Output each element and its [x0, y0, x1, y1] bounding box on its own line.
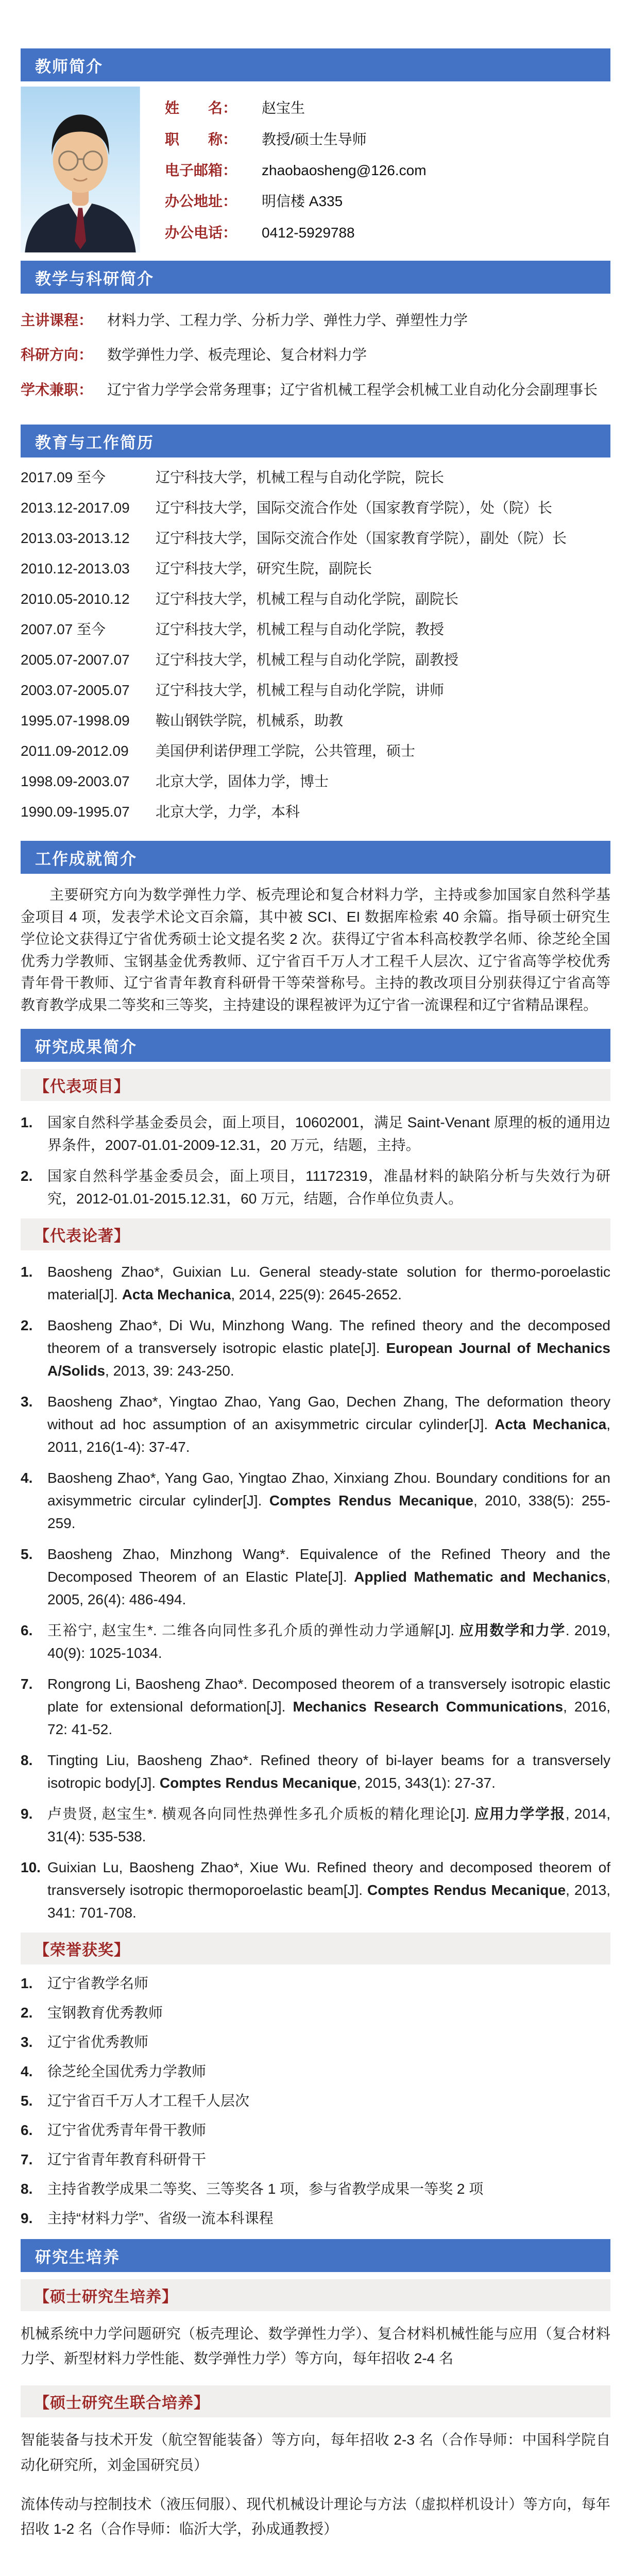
history-row	[21, 530, 610, 547]
item-number: 9.	[21, 2210, 33, 2227]
history-description: 辽宁科技大学，国际交流合作处（国家教育学院），副处（院）长	[156, 530, 567, 547]
history-description: 鞍山钢铁学院，机械系，助教	[156, 713, 344, 729]
section-title: 教学与科研简介	[35, 269, 154, 288]
publication-citation: Baosheng Zhao, Minzhong Wang*. Equivalence of the Refined Theory and the Decomposed Theorem of an Elastic Plate[J]. Applied Mathematic and Mechanics, 2005, 26(4): 486-494.	[47, 1546, 610, 1608]
history-row	[21, 773, 610, 790]
row-label: 学术兼职：	[21, 381, 93, 398]
section-header-education-work	[21, 425, 610, 457]
subsection-title: 【荣誉获奖】	[34, 1942, 130, 1959]
publication-citation: Baosheng Zhao*, Yingtao Zhao, Yang Gao, Dechen Zhang, The deformation theory without ad hoc assumption of an axisymmetric circular cylinder[J]. Acta Mechanica, 2011, 216(1-4): 37-47.	[47, 1394, 611, 1455]
publication-citation: Rongrong Li, Baosheng Zhao*. Decomposed theorem of a transversely isotropic elastic plate for extensional deformation[J]. Mechanics Research Communications, 2016, 72: 41-52.	[47, 1676, 610, 1738]
award-item	[21, 1975, 610, 1992]
publication-item	[21, 1543, 610, 1611]
row-label: 主讲课程：	[21, 312, 93, 328]
publication-citation: Tingting Liu, Baosheng Zhao*. Refined theory of bi-layer beams for a transversely isotropic body[J]. Comptes Rendus Mecanique, 2015, 343(1): 27-37.	[47, 1752, 610, 1791]
subsection-title: 【硕士研究生联合培养】	[34, 2395, 210, 2412]
history-description: 辽宁科技大学，机械工程与自动化学院，院长	[156, 469, 445, 486]
field-label: 电子邮箱：	[165, 162, 237, 178]
award-text: 主持“材料力学”、省级一流本科课程	[47, 2210, 274, 2227]
profile-field-row	[165, 222, 610, 242]
field-label: 职 称：	[165, 131, 237, 147]
history-period: 1990.09-1995.07	[21, 804, 130, 820]
publication-item	[21, 1803, 610, 1848]
award-item	[21, 2180, 610, 2198]
award-text: 宝钢教育优秀教师	[47, 2005, 163, 2021]
award-text: 辽宁省百千万人才工程千人层次	[47, 2093, 250, 2109]
row-value: 数学弹性力学、板壳理论、复合材料力学	[107, 347, 367, 363]
award-item	[21, 2033, 610, 2051]
award-text: 徐芝纶全国优秀力学教师	[47, 2063, 207, 2080]
profile-field-row	[165, 128, 610, 149]
section-title: 教育与工作简历	[35, 433, 154, 452]
subsection-header-projects	[21, 1069, 610, 1101]
award-text: 辽宁省教学名师	[47, 1975, 149, 1992]
history-row	[21, 469, 610, 486]
item-number: 4.	[21, 2063, 33, 2080]
item-number: 6.	[21, 2122, 33, 2139]
award-item	[21, 2004, 610, 2022]
history-row	[21, 621, 610, 638]
awards-list	[21, 1975, 610, 2227]
teacher-photo	[21, 87, 140, 252]
publications-list	[21, 1261, 610, 1924]
labeled-row	[21, 344, 610, 366]
master-training-paragraphs	[21, 2321, 610, 2371]
history-row	[21, 712, 610, 730]
item-number: 7.	[21, 1676, 33, 1692]
history-row	[21, 560, 610, 578]
item-number: 8.	[21, 2181, 33, 2197]
field-value: 教授/硕士生导师	[262, 131, 367, 147]
field-label: 办公电话：	[165, 224, 237, 241]
subsection-header-awards	[21, 1933, 610, 1964]
item-number: 5.	[21, 2093, 33, 2109]
row-value: 辽宁省力学学会常务理事；辽宁省机械工程学会机械工业自动化分会副理事长	[107, 381, 598, 398]
education-work-list	[21, 457, 610, 835]
labeled-row	[21, 309, 610, 331]
publication-citation: Baosheng Zhao*, Guixian Lu. General steady-state solution for thermo-poroelastic material[J]. Acta Mechanica, 2014, 225(9): 2645-2652.	[47, 1264, 610, 1303]
history-row	[21, 742, 610, 760]
history-description: 辽宁科技大学，研究生院，副院长	[156, 561, 372, 577]
history-period: 2003.07-2005.07	[21, 682, 130, 699]
publication-item	[21, 1673, 610, 1741]
item-number: 1.	[21, 1264, 33, 1280]
history-description: 北京大学，固体力学，博士	[156, 773, 329, 790]
history-period: 2013.12-2017.09	[21, 500, 130, 516]
project-item	[21, 1111, 610, 1157]
history-period: 2011.09-2012.09	[21, 743, 129, 759]
award-text: 辽宁省优秀青年骨干教师	[47, 2122, 207, 2139]
history-description: 辽宁科技大学，机械工程与自动化学院，讲师	[156, 682, 445, 699]
item-number: 3.	[21, 1394, 33, 1410]
history-period: 2013.03-2013.12	[21, 530, 130, 547]
subsection-header-publications	[21, 1218, 610, 1250]
history-row	[21, 682, 610, 699]
award-item	[21, 2151, 610, 2168]
history-row	[21, 651, 610, 669]
publication-item	[21, 1261, 610, 1306]
row-value: 材料力学、工程力学、分析力学、弹性力学、弹塑性力学	[107, 312, 468, 328]
teaching-research-rows	[21, 294, 610, 418]
subsection-title: 【代表项目】	[34, 1078, 130, 1096]
publication-citation: Baosheng Zhao*, Di Wu, Minzhong Wang. The refined theory and the decomposed theorem of a transversely isotropic elastic plate[J]. European Journal of Mechanics A/Solids, 2013, 39: 243-250.	[47, 1317, 611, 1379]
publication-item	[21, 1467, 610, 1535]
section-title: 研究成果简介	[35, 1038, 137, 1056]
subsection-header-joint-training	[21, 2385, 610, 2417]
item-number: 2.	[21, 1168, 33, 1184]
award-item	[21, 2210, 610, 2227]
training-paragraph: 智能装备与技术开发（航空智能装备）等方向，每年招收 2-3 名（合作导师：中国科学院自动化研究所，刘金国研究员）	[21, 2432, 610, 2473]
training-paragraph: 流体传动与控制技术（液压伺服）、现代机械设计理论与方法（虚拟样机设计）等方向，每年招收 1-2 名（合作导师：临沂大学，孙成通教授）	[21, 2496, 610, 2537]
item-number: 2.	[21, 2005, 33, 2021]
section-header-teaching-research	[21, 261, 610, 294]
history-description: 辽宁科技大学，机械工程与自动化学院，副院长	[156, 591, 459, 607]
history-description: 美国伊利诺伊理工学院，公共管理，硕士	[156, 743, 416, 759]
achievements-paragraph: 主要研究方向为数学弹性力学、板壳理论和复合材料力学，主持或参加国家自然科学基金项目 4 项，发表学术论文百余篇，其中被 SCI、EI 数据库检索 40 余篇。指导硕士研究生学位论文获得辽宁省优秀硕士论文提名奖 2 次。获得辽宁省本科高校教学名师、徐芝纶全国优秀力学教师、宝钢基金优秀教师、辽宁省百千万人才工程千人层次、辽宁省高等学校优秀青年骨干教师、辽宁省青年教育科研骨干等荣誉称号。主持的教改项目分别获得辽宁省高等教育教学成果二等奖和三等奖，主持建设的课程被评为辽宁省一流课程和辽宁省精品课程。	[21, 887, 610, 1013]
profile-card	[21, 81, 610, 255]
page-title: 教师简介	[35, 57, 103, 76]
item-number: 2.	[21, 1317, 33, 1334]
joint-training-paragraphs	[21, 2428, 610, 2541]
item-number: 6.	[21, 1622, 33, 1639]
field-value: 赵宝生	[262, 100, 305, 116]
history-row	[21, 803, 610, 821]
labeled-row	[21, 379, 610, 401]
award-item	[21, 2122, 610, 2139]
publication-citation: 王裕宁, 赵宝生*. 二维各向同性多孔介质的弹性动力学通解[J]. 应用数学和力学. 2019, 40(9): 1025-1034.	[47, 1622, 610, 1662]
history-period: 2010.05-2010.12	[21, 591, 130, 607]
history-period: 1995.07-1998.09	[21, 713, 130, 729]
section-header-achievements	[21, 841, 610, 874]
section-title: 工作成就简介	[35, 850, 137, 868]
item-number: 9.	[21, 1806, 33, 1822]
section-title: 研究生培养	[35, 2248, 120, 2266]
item-number: 5.	[21, 1546, 33, 1563]
publication-citation: Guixian Lu, Baosheng Zhao*, Xiue Wu. Refined theory and decomposed theorem of transversely isotropic thermoporoelastic beam[J]. Comptes Rendus Mecanique, 2013, 341: 701-708.	[47, 1859, 610, 1921]
training-paragraph: 机械系统中力学问题研究（板壳理论、数学弹性力学）、复合材料机械性能与应用（复合材料力学、新型材料力学性能、数学弹性力学）等方向，每年招收 2-4 名	[21, 2326, 610, 2367]
item-number: 1.	[21, 1114, 33, 1131]
history-period: 2017.09 至今	[21, 469, 106, 486]
publication-item	[21, 1619, 610, 1665]
field-label: 办公地址：	[165, 193, 237, 210]
award-item	[21, 2092, 610, 2110]
publication-citation: 卢贵贤, 赵宝生*. 横观各向同性热弹性多孔介质板的精化理论[J]. 应用力学学报, 2014, 31(4): 535-538.	[47, 1806, 610, 1845]
project-item	[21, 1165, 610, 1210]
profile-field-row	[165, 190, 610, 211]
project-text: 国家自然科学基金委员会，面上项目，10602001，满足 Saint-Venant 原理的板的通用边界条件，2007-01.01-2009-12.31，20 万元，结题，主持。	[47, 1114, 610, 1154]
award-text: 主持省教学成果二等奖、三等奖各 1 项，参与省教学成果一等奖 2 项	[47, 2181, 484, 2197]
history-period: 2005.07-2007.07	[21, 652, 130, 668]
subsection-title: 【代表论著】	[34, 1228, 130, 1245]
publication-item	[21, 1749, 610, 1794]
award-text: 辽宁省优秀教师	[47, 2034, 149, 2050]
projects-list	[21, 1111, 610, 1210]
portrait-illustration	[21, 87, 140, 252]
history-description: 北京大学，力学，本科	[156, 804, 300, 820]
history-period: 1998.09-2003.07	[21, 773, 130, 790]
history-period: 2007.07 至今	[21, 621, 106, 638]
item-number: 3.	[21, 2034, 33, 2050]
item-number: 4.	[21, 1470, 33, 1486]
history-description: 辽宁科技大学，国际交流合作处（国家教育学院），处（院）长	[156, 500, 553, 516]
profile-fields	[165, 87, 610, 252]
history-row	[21, 590, 610, 608]
field-value: 明信楼 A335	[262, 193, 343, 210]
row-label: 科研方向：	[21, 347, 93, 363]
publication-item	[21, 1314, 610, 1382]
award-text: 辽宁省青年教育科研骨干	[47, 2151, 207, 2168]
publication-citation: Baosheng Zhao*, Yang Gao, Yingtao Zhao, Xinxiang Zhou. Boundary conditions for an axisymmetric circular cylinder[J]. Comptes Rendus Mecanique, 2010, 338(5): 255-259.	[47, 1470, 610, 1532]
field-label: 姓 名：	[165, 100, 237, 116]
history-description: 辽宁科技大学，机械工程与自动化学院，教授	[156, 621, 445, 638]
section-header-teacher-profile	[21, 48, 610, 81]
item-number: 8.	[21, 1752, 33, 1769]
profile-field-row	[165, 97, 610, 117]
project-text: 国家自然科学基金委员会，面上项目，11172319，准晶材料的缺陷分析与失效行为研究，2012-01.01-2015.12.31，60 万元，结题，合作单位负责人。	[47, 1168, 610, 1207]
item-number: 7.	[21, 2151, 33, 2168]
history-row	[21, 499, 610, 517]
section-header-research-results	[21, 1029, 610, 1062]
award-item	[21, 2063, 610, 2080]
publication-item	[21, 1856, 610, 1924]
item-number: 10.	[21, 1859, 41, 1876]
field-value: zhaobaosheng@126.com	[262, 162, 427, 178]
history-description: 辽宁科技大学，机械工程与自动化学院，副教授	[156, 652, 459, 668]
field-value: 0412-5929788	[262, 224, 355, 241]
history-period: 2010.12-2013.03	[21, 561, 130, 577]
profile-field-row	[165, 159, 610, 180]
item-number: 1.	[21, 1975, 33, 1992]
subsection-title: 【硕士研究生培养】	[34, 2289, 178, 2306]
publication-item	[21, 1391, 610, 1459]
section-header-graduate-training	[21, 2239, 610, 2272]
subsection-header-master-training	[21, 2279, 610, 2311]
